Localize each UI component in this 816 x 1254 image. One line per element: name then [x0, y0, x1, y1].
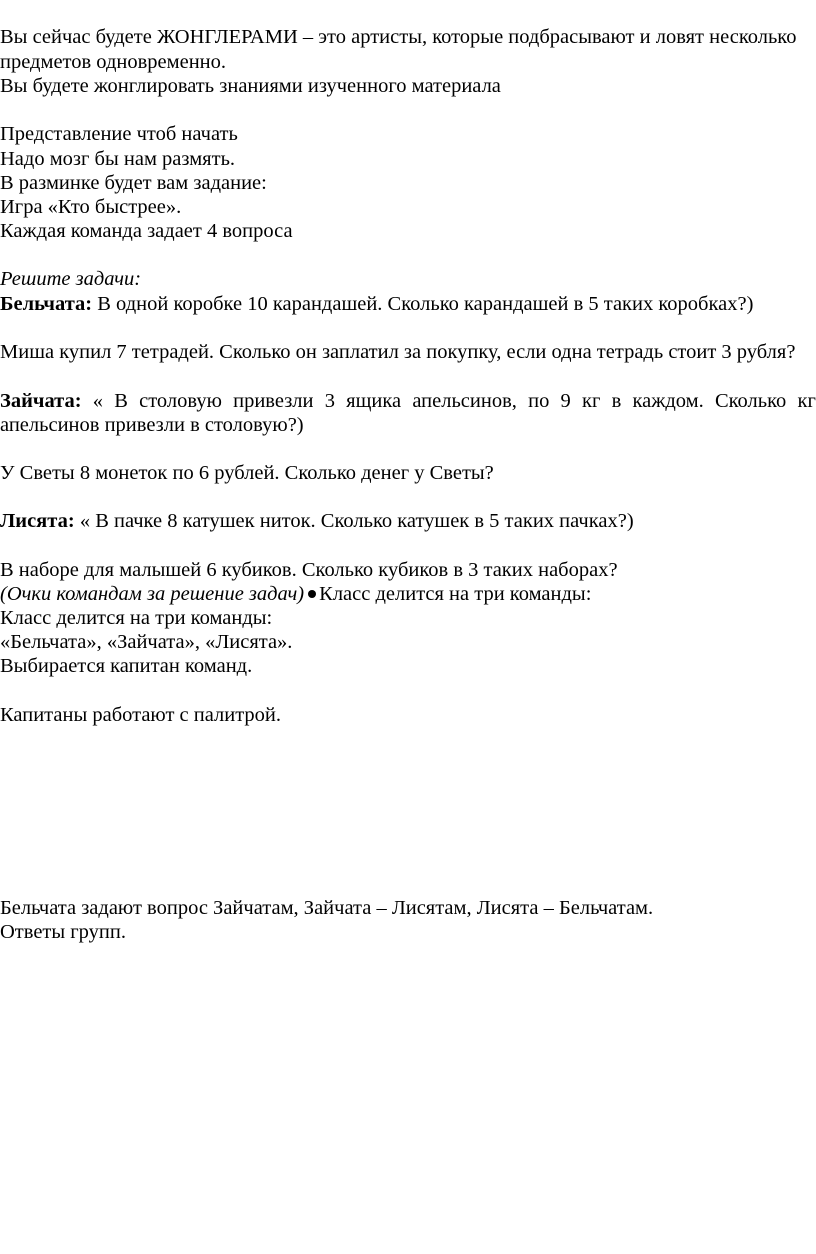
poem-line-2: Надо мозг бы нам размять. — [0, 148, 236, 170]
lisyata-label: Лисята: — [0, 510, 75, 532]
lisyata-task-2: В наборе для малышей 6 кубиков. Сколько кубиков в 3 таких наборах? — [0, 559, 618, 581]
tasks-heading: Решите задачи: — [0, 268, 142, 290]
teams-line-4: Капитаны работают с палитрой. — [0, 704, 282, 726]
zaychata-task-1-line-2: апельсинов привезли в столовую?) — [0, 414, 304, 436]
lisyata-task-1 — [0, 509, 816, 533]
points-note: (Очки командам за решение задач) — [0, 583, 305, 605]
points-after: Класс делится на три команды: — [319, 583, 592, 605]
poem-line-3: В разминке будет вам задание: — [0, 172, 267, 194]
poem-line-5: Каждая команда задает 4 вопроса — [0, 220, 293, 242]
teams-line-1: Класс делится на три команды: — [0, 607, 273, 629]
intro-line-3: Вы будете жонглировать знаниями изученного материала — [0, 75, 501, 97]
lisyata-question-1: « В пачке 8 катушек ниток. Сколько катушек в 5 таких пачках?) — [74, 510, 634, 532]
poem-line-4: Игра «Кто быстрее». — [0, 196, 182, 218]
zaychata-task-2: У Светы 8 монеток по 6 рублей. Сколько денег у Светы? — [0, 462, 494, 484]
intro-line-2: предметов одновременно. — [0, 51, 227, 73]
finale-line-1: Бельчата задают вопрос Зайчатам, Зайчата – Лисятам, Лисята – Бельчатам. — [0, 897, 654, 919]
belchata-task-2: Миша купил 7 тетрадей. Сколько он заплатил за покупку, если одна тетрадь стоит 3 рубля? — [0, 341, 796, 363]
poem-line-1: Представление чтоб начать — [0, 123, 238, 145]
belchata-question-1: В одной коробке 10 карандашей. Сколько карандашей в 5 таких коробках?) — [92, 293, 754, 315]
bullet-icon — [308, 590, 316, 598]
belchata-label: Бельчата: — [0, 293, 93, 315]
finale-line-2: Ответы групп. — [0, 921, 126, 943]
intro-line-1: Вы сейчас будете ЖОНГЛЕРАМИ – это артисты, которые подбрасывают и ловят несколько — [0, 26, 797, 48]
zaychata-label: Зайчата: — [0, 390, 82, 412]
zaychata-task-1-line-1: Зайчата: « В столовую привезли 3 ящика апельсинов, по 9 кг в каждом. Сколько кг — [0, 390, 816, 412]
belchata-task-1 — [0, 292, 816, 316]
teams-line-2: «Бельчата», «Зайчата», «Лисята». — [0, 631, 293, 653]
teams-line-3: Выбирается капитан команд. — [0, 655, 253, 677]
points-note-line — [0, 582, 816, 606]
